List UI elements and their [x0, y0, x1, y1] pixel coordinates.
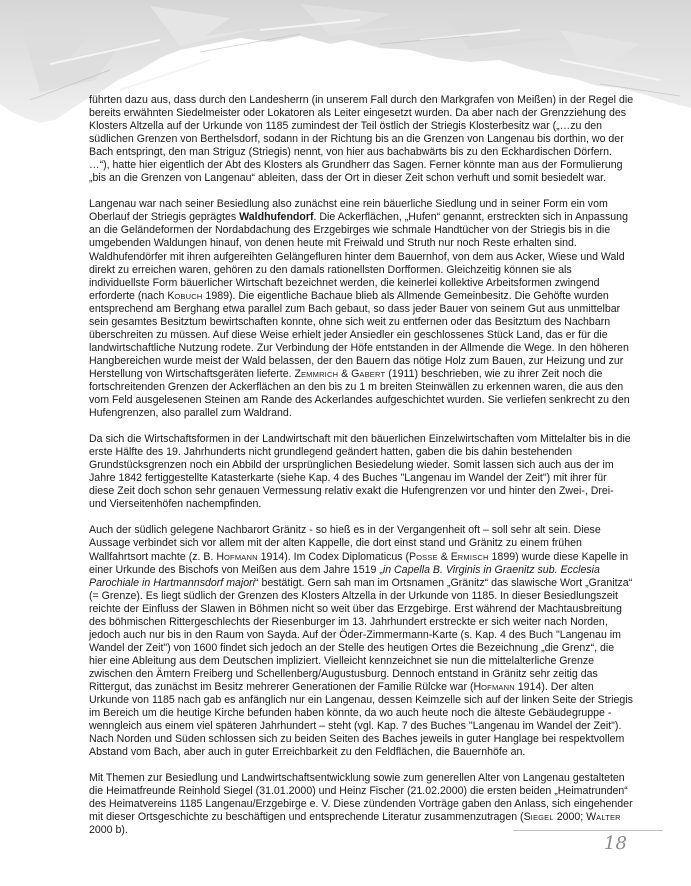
- body-paragraph: Da sich die Wirtschaftsformen in der Landwirtschaft mit den bäuerlichen Einzelwirtschaften vom Mittelalter bis in die erste Hälfte des 19. Jahrhunderts nicht grundlegend geändert hatten, gaben die bis dahin bestehenden Grundstücksgrenzen noch ein Abbild der ursprünglichen Besiedelung wieder. Somit lassen sich auch aus der im Jahre 1842 fertiggestellte Katasterkarte (siehe Kap. 4 des Buches "Langenau im Wandel der Zeit") mit ihrer für diese Zeit doch schon sehr genauen Vermessung relativ exakt die Hufengrenzen vor und hinter den Zwei-, Drei- und Vierseitenhöfen nachempfinden.: [89, 433, 631, 511]
- page-number: 18: [604, 833, 627, 854]
- body-paragraph: führten dazu aus, dass durch den Landesherrn (in unserem Fall durch den Markgrafen von Meißen) in der Regel die bereits erwähnten Siedelmeister oder Lokatoren als Leiter eingesetzt wurden. Da aber nach der Grenzziehung des Klosters Altzella auf der Urkunde von 1185 zumindest der Teil östlich der Striegis Klosterbesitz war („…zu den südlichen Grenzen von Berthelsdorf, sodann in der Richtung bis an die Grenzen von Langenau bis dorthin, wo der Bach entspringt, den man Striguz (Striegis) nennt, von hier aus bachabwärts bis zu den Eckhardischen Dörfern. …“), hatte hier eigentlich der Abt des Klosters als Grundherr das Sagen. Ferner könnte man aus der Formulierung „bis an die Grenzen von Langenau“ ableiten, dass der Ort in dieser Zeit schon verhuft und somit besiedelt war.: [89, 94, 634, 185]
- page-number-rule: [513, 830, 663, 831]
- body-text: [89, 94, 634, 850]
- body-paragraph: Mit Themen zur Besiedlung und Landwirtschaftsentwicklung sowie zum generellen Alter von Langenau gestalteten die Heimatfreunde Reinhold Siegel (31.01.2000) und Heinz Fischer (21.02.2000) die ersten beiden „Heimatrunden“ des Heimatvereins 1185 Langenau/Erzgebirge e. V. Diese zündenden Vorträge gaben den Anlass, sich eingehender mit dieser Ortsgeschichte zu beschäftigen und entsprechende Literatur zusammenzutragen (SIEGEL 2000; WALTER 2000 b).: [89, 772, 633, 837]
- body-paragraph: Langenau war nach seiner Besiedlung also zunächst eine rein bäuerliche Siedlung und in seiner Form ein vom Oberlauf der Striegis geprägtes Waldhufendorf. Die Ackerflächen, „Hufen“ genannt, erstreckten sich in Anpassung an die Geländeformen der Nordabdachung des Erzgebirges wie schmale Handtücher von der Striegis bis in die umgebenden Waldungen hinauf, von denen heute mit Freiwald und Struth nur noch Reste erhalten sind. Waldhufendörfer mit ihren aufgereihten Gelängefluren hinter dem Bauernhof, von dem aus Acker, Wiese und Wald direkt zu erreichen waren, gehören zu den damals rationellsten Dorfformen. Gleichzeitig können sie als individuellste Form bäuerlicher Wirtschaft bezeichnet werden, die keinerlei kollektive Arbeitsformen zwingend erforderte (nach KOBUCH 1989). Die eigentliche Bachaue blieb als Allmende Gemeinbesitz. Die Gehöfte wurden entsprechend am Berghang etwa parallel zum Bach gebaut, so dass jeder Bauer von seinem Gut aus unmittelbar sein gesamtes Besitztum bewirtschaften konnte, ohne sich weit zu entfernen oder das Besitztum des Nachbarn überschreiten zu müssen. Auf diese Weise erhielt jeder Ansiedler ein geschlossenes Stück Land, das er für die landwirtschaftliche Nutzung rodete. Zur Verbindung der Höfe entstanden in der Allmende die Wege. In den höheren Hangbereichen wurde meist der Wald belassen, der den Bauern das nötige Holz zum Bauen, zur Heizung und zur Herstellung von Wirtschaftsgeräten lieferte. ZEMMRICH & GABERT (1911) beschrieben, wie zu ihrer Zeit noch die fortschreitenden Grenzen der Ackerflächen an den bis zu 1 m breiten Steinwällen zu erkennen waren, die aus den vom Feld ausgelesenen Steinen am Rande des Ackerlandes aufgeschichtet wurden. Sie verliefen senkrecht zu den Hufengrenzen, also parallel zum Waldrand.: [89, 198, 630, 420]
- body-paragraph: Auch der südlich gelegene Nachbarort Gränitz - so hieß es in der Vergangenheit oft – soll sehr alt sein. Diese Aussage verbindet sich vor allem mit der alten Kappelle, die dort einst stand und Gränitz zu einem frühen Wallfahrtsort machte (z. B. HOFMANN 1914). Im Codex Diplomaticus (POSSE & ERMISCH 1899) wurde diese Kapelle in einer Urkunde des Bischofs von Meißen aus dem Jahre 1519 „in Capella B. Virginis in Graenitz sub. Ecclesia Parochiale in Hartmannsdorf majori“ bestätigt. Gern sah man im Ortsnamen „Gränitz“ das slawische Wort „Granitza“ (= Grenze). Es liegt südlich der Grenzen des Klosters Altzella in der Urkunde von 1185. In dieser Besiedlungszeit reichte der Einfluss der Slawen in Böhmen nicht so weit über das Erzgebirge. Erst während der Machtausbreitung des böhmischen Rittergeschlechts der Riesenburger im 13. Jahrhundert erstreckte er sich weiter nach Norden, jedoch auch nur bis in den Raum von Sayda. Auf der Öder-Zimmermann-Karte (s. Kap. 4 des Buch "Langenau im Wandel der Zeit") von 1600 findet sich jedoch an der Stelle des heutigen Ortes die Bezeichnung „die Grenz“, die hier eine Ableitung aus dem Deutschen impliziert. Vielleicht kennzeichnet sie nun die mittelalterliche Grenze zwischen den Ämtern Freiberg und Schellenberg/Augustusburg. Dennoch entstand in Gränitz sehr zeitig das Rittergut, das zunächst im Besitz mehrerer Generationen der Familie Rülcke war (HOFMANN 1914). Der alten Urkunde von 1185 nach gab es anfänglich nur ein Langenau, dessen Keimzelle sich auf der linken Seite der Striegis im Bereich um die heutige Kirche befunden haben könnte, da wo auch heute noch die älteste Gebäudegruppe - wenngleich aus einem viel späteren Jahrhundert – steht (vgl. Kap. 7 des Buches "Langenau im Wandel der Zeit"). Nach Norden und Süden schlossen sich zu beiden Seiten des Baches jeweils in guter Hanglage bei respektvollem Abstand vom Bach, aber auch in guter Erreichbarkeit zu den Feldflächen, die Bauernhöfe an.: [89, 524, 633, 759]
